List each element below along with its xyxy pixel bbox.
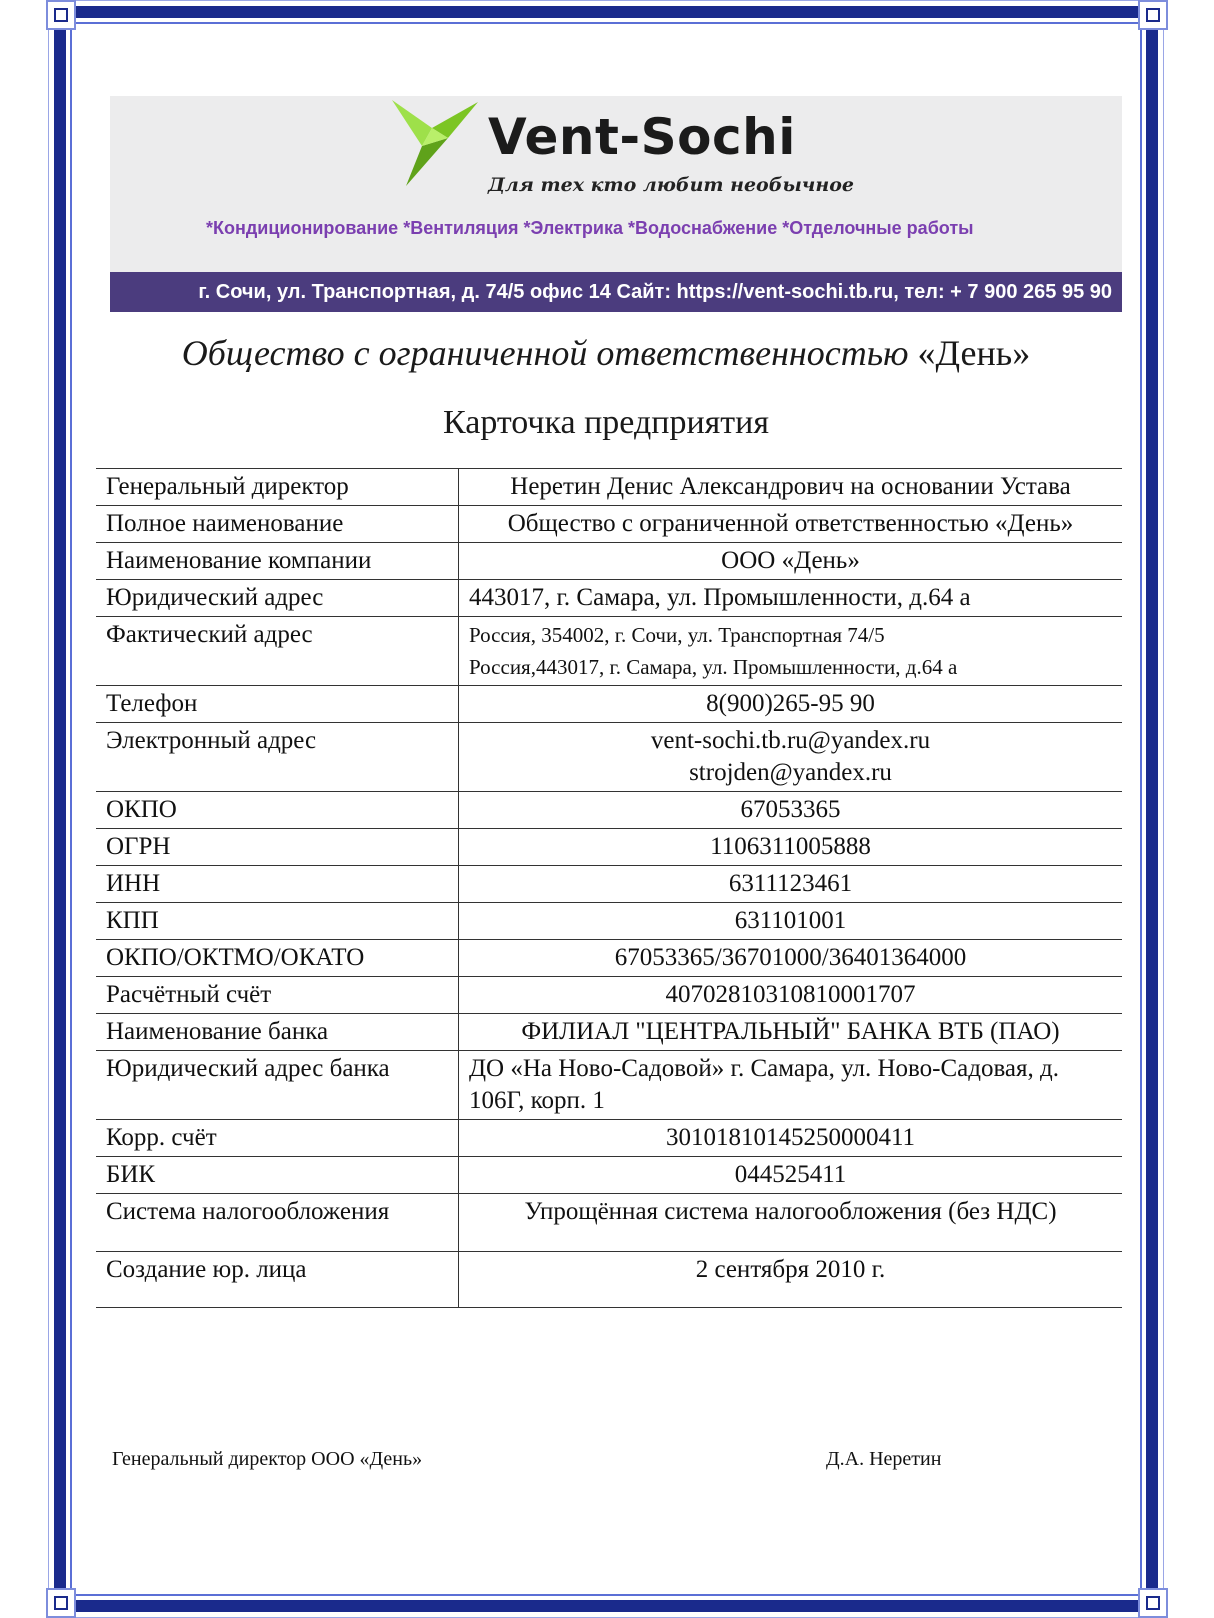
row-value: ФИЛИАЛ "ЦЕНТРАЛЬНЫЙ" БАНКА ВТБ (ПАО) — [459, 1014, 1123, 1051]
row-key: Юридический адрес — [96, 580, 459, 617]
bird-logo-icon — [392, 98, 478, 188]
table-row — [96, 469, 1122, 506]
brand-name: Vent-Sochi — [488, 108, 796, 166]
table-row — [96, 580, 1122, 617]
table-row — [96, 903, 1122, 940]
frame-corner-top-right — [1138, 0, 1168, 30]
row-value: 6311123461 — [459, 866, 1123, 903]
frame-corner-top-left — [46, 0, 76, 30]
table-row — [96, 829, 1122, 866]
row-key: ИНН — [96, 866, 459, 903]
table-row — [96, 792, 1122, 829]
row-value: 2 сентября 2010 г. — [459, 1252, 1123, 1308]
row-key: Наименование компании — [96, 543, 459, 580]
table-row — [96, 1157, 1122, 1194]
email-line-2: strojden@yandex.ru — [689, 759, 892, 786]
frame-corner-bottom-left — [46, 1588, 76, 1618]
row-value: 30101810145250000411 — [459, 1120, 1123, 1157]
row-value: ООО «День» — [459, 543, 1123, 580]
row-value: 40702810310810001707 — [459, 977, 1123, 1014]
row-key: Система налогообложения — [96, 1194, 459, 1252]
table-row — [96, 866, 1122, 903]
table-row — [96, 723, 1122, 792]
frame-corner-bottom-right — [1138, 1588, 1168, 1618]
row-value — [459, 723, 1123, 792]
table-row — [96, 1194, 1122, 1252]
row-key: ОКПО — [96, 792, 459, 829]
row-value: 67053365/36701000/36401364000 — [459, 940, 1123, 977]
row-key: ОКПО/ОКТМО/ОКАТО — [96, 940, 459, 977]
brand-slogan: Для тех кто любит необычное — [488, 174, 854, 196]
table-row — [96, 617, 1122, 686]
row-key: ОГРН — [96, 829, 459, 866]
services-list: *Кондиционирование *Вентиляция *Электрика *Водоснабжение *Отделочные работы — [206, 218, 974, 238]
row-key: Генеральный директор — [96, 469, 459, 506]
row-value — [459, 617, 1123, 686]
row-value: 1106311005888 — [459, 829, 1123, 866]
company-card-table — [96, 468, 1122, 1308]
row-key: Создание юр. лица — [96, 1252, 459, 1308]
row-value: 631101001 — [459, 903, 1123, 940]
row-key: Телефон — [96, 686, 459, 723]
table-row — [96, 543, 1122, 580]
row-value: Общество с ограниченной ответственностью «День» — [459, 506, 1123, 543]
contact-bar: г. Сочи, ул. Транспортная, д. 74/5 офис 14 Сайт: https://vent-sochi.tb.ru, тел: + 7 900 265 95 90 — [110, 272, 1122, 312]
row-key: Фактический адрес — [96, 617, 459, 686]
row-key: Юридический адрес банка — [96, 1051, 459, 1120]
row-key: БИК — [96, 1157, 459, 1194]
company-title-form: Общество с ограниченной ответственностью — [181, 333, 909, 373]
row-key: Расчётный счёт — [96, 977, 459, 1014]
actual-address-line-1: Россия, 354002, г. Сочи, ул. Транспортная 74/5 — [469, 623, 885, 647]
signature-name: Д.А. Неретин — [826, 1448, 942, 1470]
row-value: Неретин Денис Александрович на основании Устава — [459, 469, 1123, 506]
row-value: 8(900)265-95 90 — [459, 686, 1123, 723]
row-key: Наименование банка — [96, 1014, 459, 1051]
table-row — [96, 977, 1122, 1014]
actual-address-line-2: Россия,443017, г. Самара, ул. Промышленности, д.64 а — [469, 655, 958, 679]
table-row — [96, 506, 1122, 543]
table-row — [96, 1051, 1122, 1120]
table-row — [96, 1252, 1122, 1308]
row-value: ДО «На Ново-Садовой» г. Самара, ул. Ново-Садовая, д. 106Г, корп. 1 — [459, 1051, 1123, 1120]
header-banner — [110, 96, 1122, 312]
row-value: Упрощённая система налогообложения (без НДС) — [459, 1194, 1123, 1252]
row-key: Полное наименование — [96, 506, 459, 543]
email-line-1: vent-sochi.tb.ru@yandex.ru — [650, 727, 931, 754]
table-row — [96, 1014, 1122, 1051]
row-value: 443017, г. Самара, ул. Промышленности, д.64 а — [459, 580, 1123, 617]
company-title-name: «День» — [917, 333, 1031, 373]
row-key: Электронный адрес — [96, 723, 459, 792]
table-row — [96, 686, 1122, 723]
row-value: 044525411 — [459, 1157, 1123, 1194]
row-value: 67053365 — [459, 792, 1123, 829]
row-key: Корр. счёт — [96, 1120, 459, 1157]
table-row — [96, 1120, 1122, 1157]
table-row — [96, 940, 1122, 977]
row-key: КПП — [96, 903, 459, 940]
company-title — [100, 332, 1112, 374]
card-title: Карточка предприятия — [443, 404, 769, 441]
signature-position: Генеральный директор ООО «День» — [112, 1448, 423, 1470]
